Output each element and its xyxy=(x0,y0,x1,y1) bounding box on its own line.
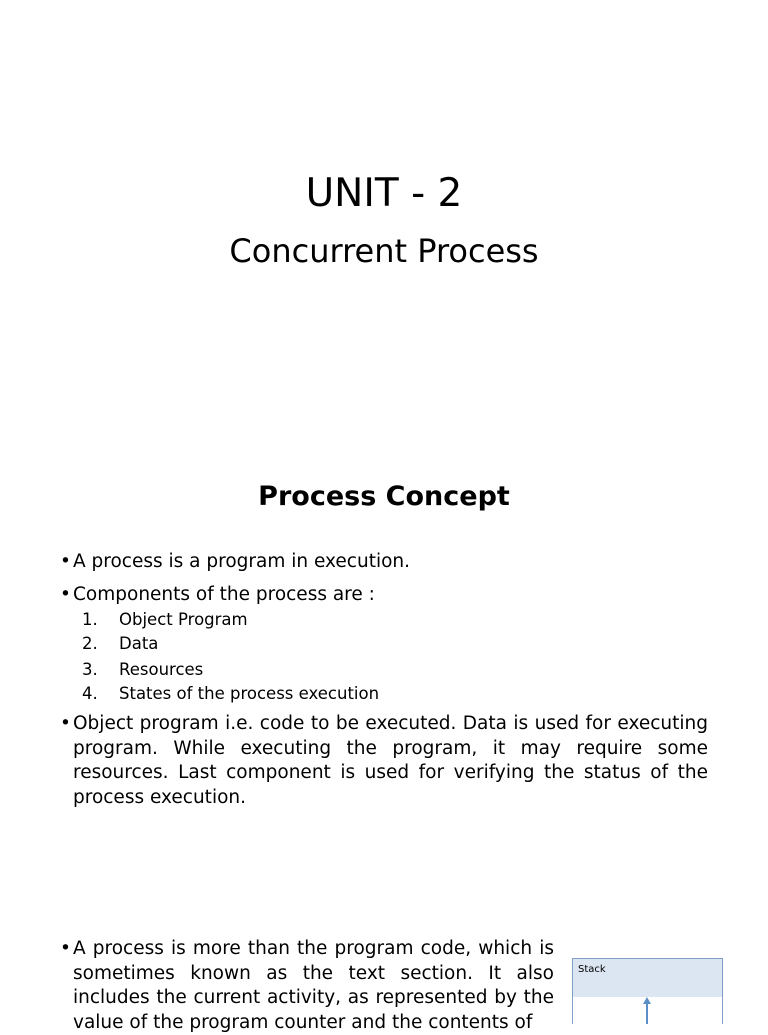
bullet-text: A process is more than the program code, which is sometimes known as the text section. It also includes the current activity, as represented by the value of the program counter and the contents of xyxy=(73,938,554,1033)
list-text: Resources xyxy=(119,660,204,679)
stack-section xyxy=(572,958,723,998)
process-memory-diagram xyxy=(572,958,723,1024)
bullet-process-definition xyxy=(60,550,708,575)
bullet-dot: • xyxy=(60,551,71,572)
unit-title: UNIT - 2 xyxy=(305,171,463,216)
list-text: Object Program xyxy=(119,610,248,629)
bullet-components-explanation xyxy=(60,712,708,810)
bullet-text: A process is a program in execution. xyxy=(73,551,411,572)
bullet-components-intro xyxy=(60,583,708,608)
bullet-dot: • xyxy=(60,938,71,959)
stack-growth-arrow-icon xyxy=(640,996,654,1024)
bullet-process-more-than-code xyxy=(60,937,554,1035)
unit-subtitle: Concurrent Process xyxy=(229,232,539,270)
list-text: Data xyxy=(119,634,159,653)
process-concept-heading: Process Concept xyxy=(258,481,510,512)
list-number: 2. xyxy=(82,634,98,653)
bullet-dot: • xyxy=(60,584,71,605)
stack-label: Stack xyxy=(578,964,606,975)
list-number: 4. xyxy=(82,684,98,703)
bullet-text: Components of the process are : xyxy=(73,584,375,605)
bullet-text: Object program i.e. code to be executed. Data is used for executing program. While executing the program, it may require some resources. Last component is used for verifying the status of the process execution. xyxy=(73,713,708,808)
list-number: 3. xyxy=(82,660,98,679)
list-text: States of the process execution xyxy=(119,684,380,703)
bullet-dot: • xyxy=(60,713,71,734)
list-number: 1. xyxy=(82,610,98,629)
